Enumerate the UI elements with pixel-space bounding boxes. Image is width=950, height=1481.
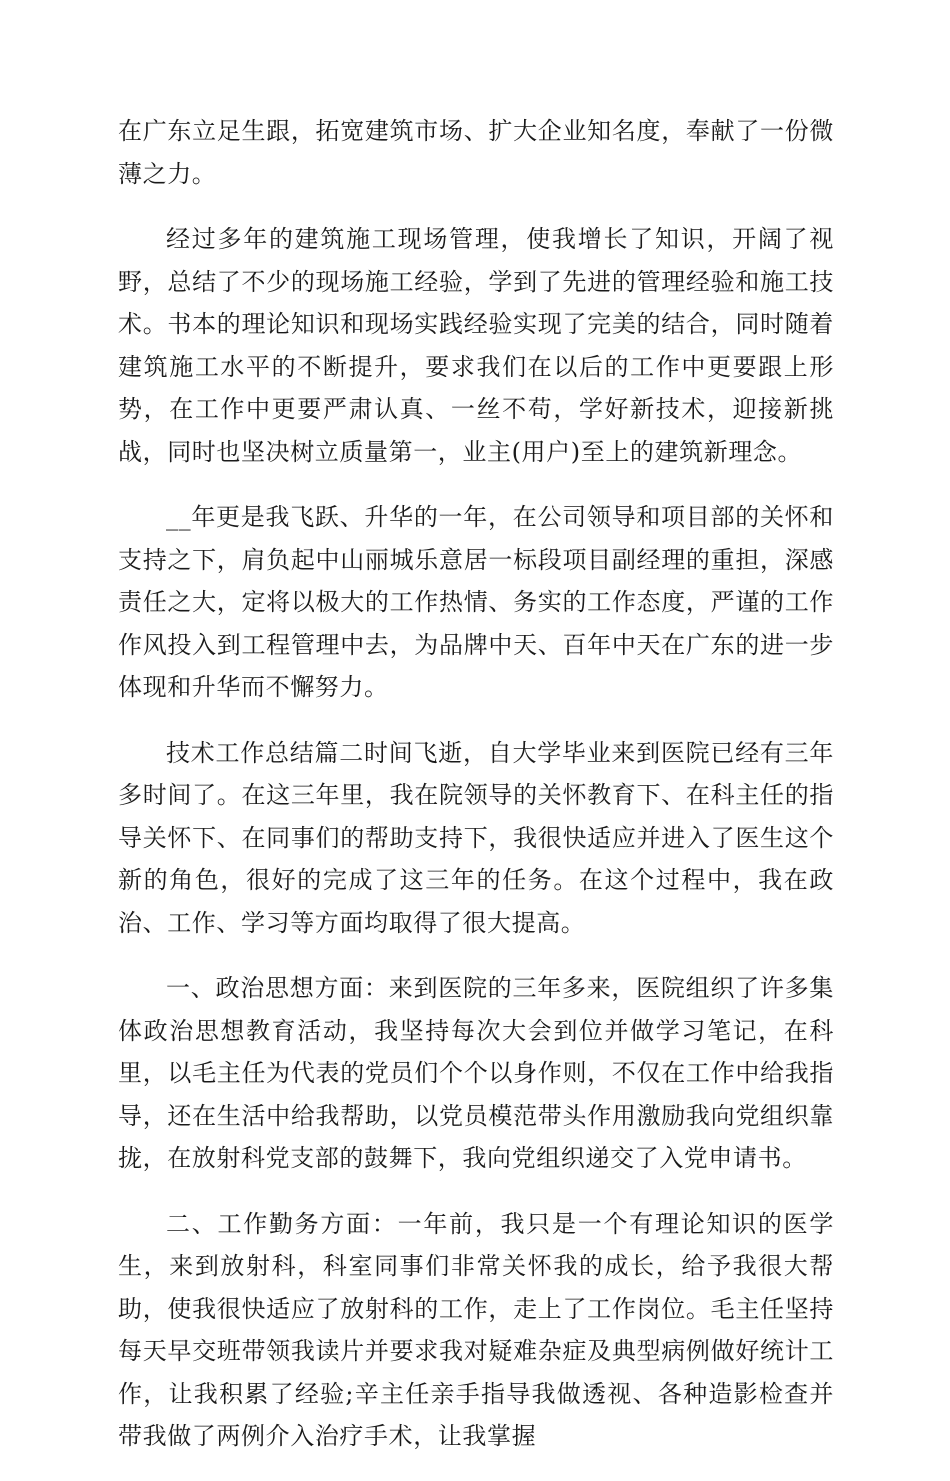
document-body: [118, 110, 834, 1481]
paragraph-political-thought: 一、政治思想方面：来到医院的三年多来，医院组织了许多集体政治思想教育活动，我坚持每次大会到位并做学习笔记，在科里，以毛主任为代表的党员们个个以身作则，不仅在工作中给我指导，还在生活中给我帮助，以党员模范带头作用激励我向党组织靠拢，在放射科党支部的鼓舞下，我向党组织递交了入党申请书。: [118, 974, 834, 1172]
paragraph-experience-summary: 经过多年的建筑施工现场管理，使我增长了知识，开阔了视野，总结了不少的现场施工经验，学到了先进的管理经验和施工技术。书本的理论知识和现场实践经验实现了完美的结合，同时随着建筑施工水平的不断提升，要求我们在以后的工作中更要跟上形势，在工作中更要严肃认真、一丝不苟，学好新技术，迎接新挑战，同时也坚决树立质量第一，业主(用户)至上的建筑新理念。: [118, 225, 834, 466]
paragraph-work-duty: 二、工作勤务方面：一年前，我只是一个有理论知识的医学生，来到放射科，科室同事们非常关怀我的成长，给予我很大帮助，使我很快适应了放射科的工作，走上了工作岗位。毛主任坚持每天早交班带领我读片并要求我对疑难杂症及典型病例做好统计工作，让我积累了经验;辛主任亲手指导我做透视、各种造影检查并带我做了两例介入治疗手术，让我掌握: [118, 1209, 834, 1450]
paragraph-summary-part-two-intro: 技术工作总结篇二时间飞逝，自大学毕业来到医院已经有三年多时间了。在这三年里，我在院领导的关怀教育下、在科主任的指导关怀下、在同事们的帮助支持下，我很快适应并进入了医生这个新的角色，很好的完成了这三年的任务。在这个过程中，我在政治、工作、学习等方面均取得了很大提高。: [118, 738, 834, 937]
paragraph-year-promotion: __年更是我飞跃、升华的一年，在公司领导和项目部的关怀和支持之下，肩负起中山丽城乐意居一标段项目副经理的重担，深感责任之大，定将以极大的工作热情、务实的工作态度，严谨的工作作风投入到工程管理中去，为品牌中天、百年中天在广东的进一步体现和升华而不懈努力。: [118, 503, 834, 701]
paragraph-continuation: 在广东立足生跟，拓宽建筑市场、扩大企业知名度，奉献了一份微薄之力。: [118, 117, 834, 188]
